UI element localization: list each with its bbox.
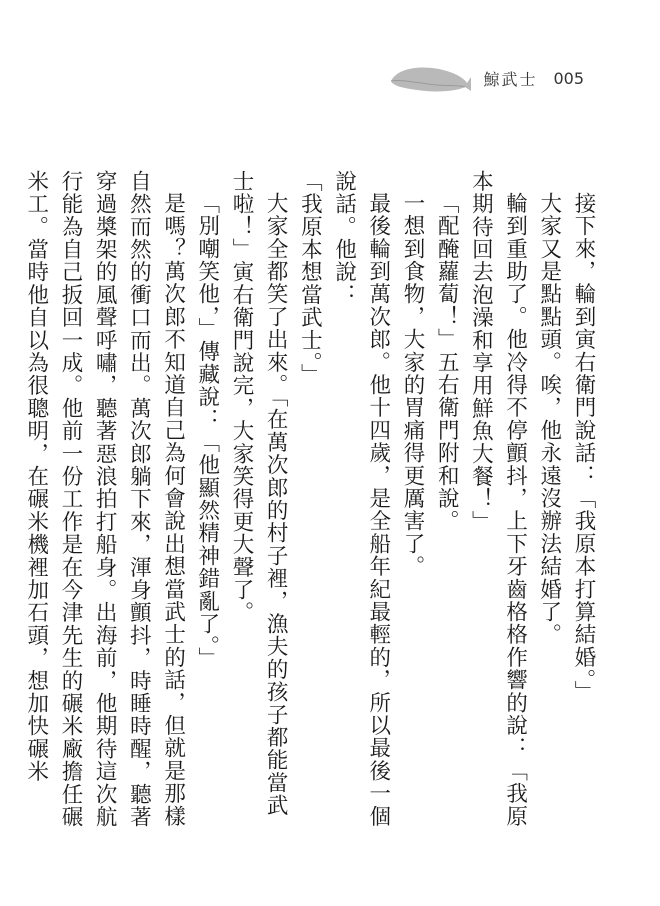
paragraph: 接下來，輪到寅右衛門說話：「我原本打算結婚。」 [571, 191, 596, 703]
page-number: 005 [553, 68, 584, 88]
running-header [387, 58, 584, 98]
body-text [23, 170, 600, 830]
paragraph: 大家全都笑了出來。「在萬次郎的村子裡，漁夫的孩子都能當武士啦！」寅右衛門說完，大家笑得更大聲了。 [228, 170, 289, 817]
paragraph: 一想到食物，大家的胃痛得更厲害了。 [399, 191, 425, 578]
paragraph: 「我原本想當武士。」 [297, 170, 323, 387]
whale-icon [387, 61, 473, 95]
paragraph: 「配醃蘿蔔！」五右衛門附和說。 [434, 191, 460, 532]
paragraph: 是嗎？萬次郎不知道自己為何會說出想當武士的話，但就是那樣自然而然的衝口而出。萬次郎躺下來，渾身顫抖，時睡時醒，聽著穿過槳架的風聲呼嘯，聽著惡浪拍打船身。出海前，他期待這次航行能為自己扳回一成。他前一份工作是在今津先生的碾米廠擔任碾米工。當時他自以為很聰明，在碾米機裡加石頭，想加快碾米 [23, 170, 186, 829]
paragraph: 「別嘲笑他，」傳藏說：「他顯然精神錯亂了。」 [194, 191, 220, 670]
paragraph: 輪到重助了。他冷得不停顫抖，上下牙齒格格作響的說：「我原本期待回去泡澡和享用鮮魚大餐！」 [468, 170, 528, 828]
running-title: 鯨武士 [483, 69, 538, 89]
paragraph: 大家又是點點頭。唉，他永遠沒辦法結婚了。 [536, 191, 562, 646]
paragraph: 最後輪到萬次郎。他十四歲，是全船年紀最輕的，所以最後一個說話。他說： [331, 170, 391, 828]
